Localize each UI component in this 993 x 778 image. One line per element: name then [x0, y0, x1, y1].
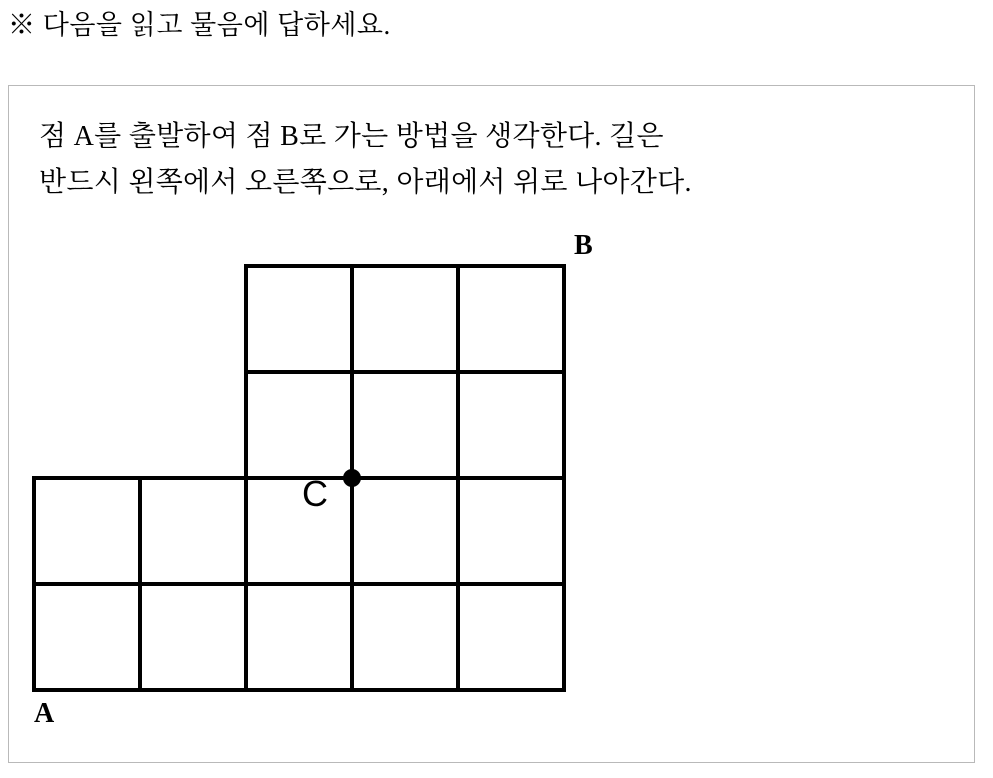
lattice-svg: [34, 230, 654, 729]
problem-statement: [39, 114, 949, 206]
problem-line-1: 점 A를 출발하여 점 B로 가는 방법을 생각한다. 길은: [39, 121, 664, 152]
instruction-text: ※ 다음을 읽고 물음에 답하세요.: [8, 10, 391, 40]
label-c: C: [302, 473, 328, 514]
question-box: [8, 85, 975, 763]
lattice-figure: [34, 230, 654, 729]
label-b: B: [574, 230, 593, 261]
grid-lines: [34, 266, 564, 690]
point-c-dot: [343, 469, 361, 487]
label-a: A: [34, 698, 55, 729]
problem-line-2: 반드시 왼쪽에서 오른쪽으로, 아래에서 위로 나아간다.: [39, 167, 692, 198]
